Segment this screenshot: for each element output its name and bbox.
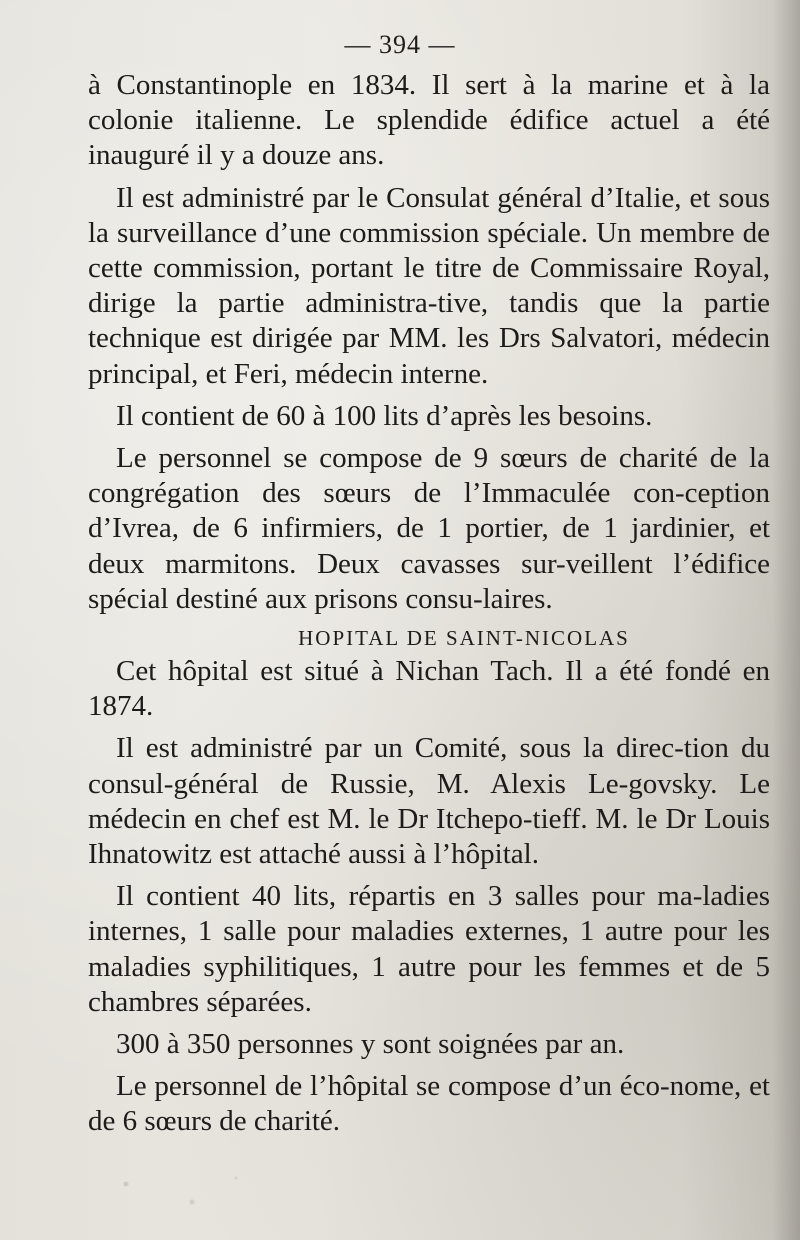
page-number: — 394 — [344, 30, 456, 59]
paragraph-personnel: Le personnel se compose de 9 sœurs de charité de la congrégation des sœurs de l’Immaculée con-ception d’Ivrea, de 6 infirmiers, de 1 portier, de 1 jardinier, et deux marmitons. Deux cavasses sur-veillent l’édifice spécial destiné aux prisons consu-laires. [88, 442, 770, 615]
paper-stains [60, 1160, 280, 1220]
paragraph-administration: Il est administré par le Consulat général d’Italie, et sous la surveillance d’une commission spéciale. Un membre de cette commission, portant le titre de Commissaire Royal, dirige la partie administra-tive, tandis que la partie technique est dirigée par MM. les Drs Salvatori, médecin principal, et Feri, médecin interne. [88, 181, 770, 390]
paragraph-continuation: à Constantinople en 1834. Il sert à la marine et à la colonie italienne. Le splendide édifice actuel a été inauguré il y a douze ans. [88, 69, 770, 172]
paragraph-patients: 300 à 350 personnes y sont soignées par an. [116, 1028, 625, 1061]
paragraph-staff: Le personnel de l’hôpital se compose d’un éco-nome, et de 6 sœurs de charité. [88, 1070, 770, 1138]
paragraph-beds: Il contient de 60 à 100 lits d’après les besoins. [116, 399, 653, 432]
section-heading: HOPITAL DE SAINT-NICOLAS [298, 626, 630, 651]
paragraph-location: Cet hôpital est situé à Nichan Tach. Il a été fondé en 1874. [88, 655, 770, 723]
page-body [88, 68, 770, 1147]
paragraph-capacity: Il contient 40 lits, répartis en 3 salles pour ma-ladies internes, 1 salle pour maladies externes, 1 autre pour les maladies syphilitiques, 1 autre pour les femmes et de 5 chambres séparées. [88, 880, 770, 1018]
paragraph-committee: Il est administré par un Comité, sous la direc-tion du consul-général de Russie, M. Alexis Le-govsky. Le médecin en chef est M. le Dr Itchepo-tieff. M. le Dr Louis Ihnatowitz est attaché aussi à l’hôpital. [88, 732, 770, 871]
